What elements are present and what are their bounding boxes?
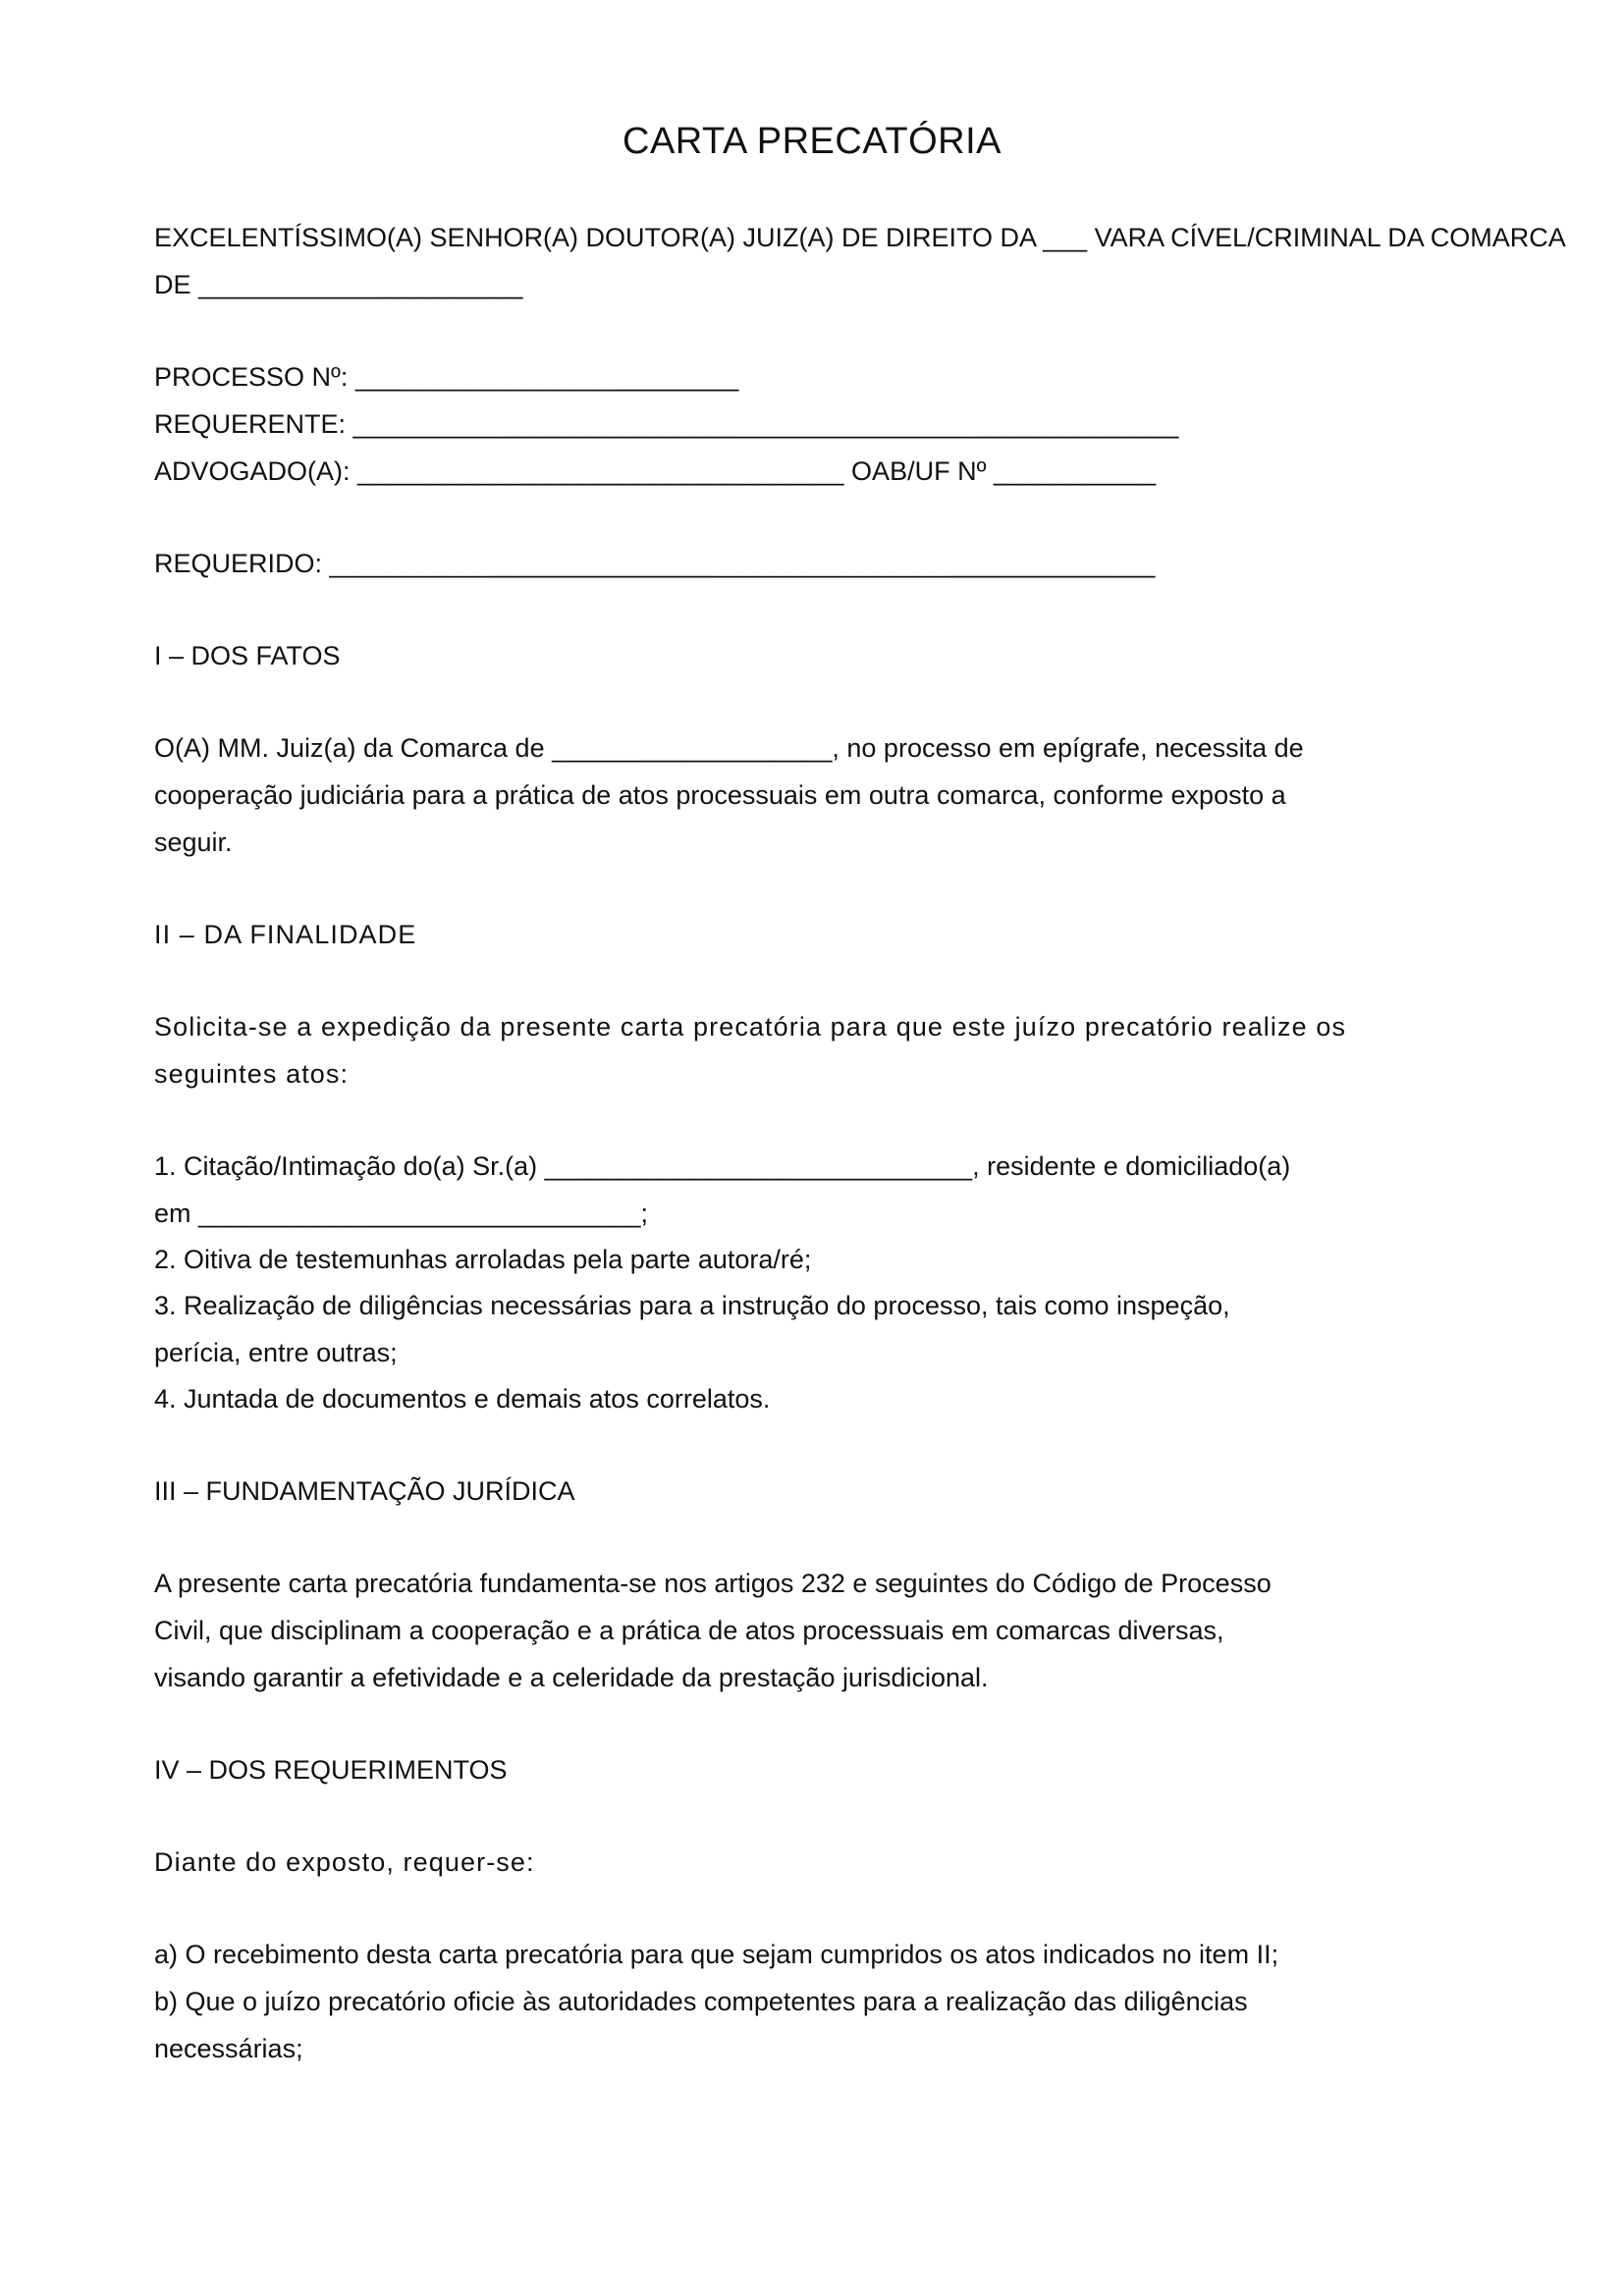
- fatos-paragraph-line: cooperação judiciária para a prática de atos processuais em outra comarca, conforme exposto a: [154, 780, 1286, 810]
- fundamentacao-paragraph-line: A presente carta precatória fundamenta-se nos artigos 232 e seguintes do Código de Processo: [154, 1569, 1272, 1598]
- requerimentos-intro: Diante do exposto, requer-se:: [154, 1847, 535, 1877]
- requerimentos-list-item: necessárias;: [154, 2034, 303, 2063]
- finalidade-list-item: 4. Juntada de documentos e demais atos correlatos.: [154, 1384, 771, 1414]
- document-title: CARTA PRECATÓRIA: [623, 121, 1001, 162]
- fatos-paragraph-line: O(A) MM. Juiz(a) da Comarca de ___________________, no processo em epígrafe, necessita de: [154, 733, 1304, 763]
- finalidade-intro-line: Solicita-se a expedição da presente carta precatória para que este juízo precatório realize os: [154, 1012, 1347, 1041]
- requerimentos-list-item: b) Que o juízo precatório oficie às autoridades competentes para a realização das diligências: [154, 1987, 1248, 2016]
- section-heading-fundamentacao: III – FUNDAMENTAÇÃO JURÍDICA: [154, 1476, 575, 1506]
- fundamentacao-paragraph-line: visando garantir a efetividade e a celeridade da prestação jurisdicional.: [154, 1663, 989, 1692]
- advogado-field: ADVOGADO(A): _________________________________ OAB/UF Nº ___________: [154, 456, 1157, 486]
- finalidade-list-item: 3. Realização de diligências necessárias para a instrução do processo, tais como inspeção,: [154, 1291, 1230, 1320]
- processo-field: PROCESSO Nº: __________________________: [154, 362, 739, 392]
- finalidade-intro-line: seguintes atos:: [154, 1059, 350, 1089]
- fundamentacao-paragraph-line: Civil, que disciplinam a cooperação e a prática de atos processuais em comarcas diversas,: [154, 1616, 1224, 1645]
- section-heading-fatos: I – DOS FATOS: [154, 641, 341, 670]
- section-heading-finalidade: II – DA FINALIDADE: [154, 920, 417, 949]
- section-heading-requerimentos: IV – DOS REQUERIMENTOS: [154, 1755, 508, 1785]
- finalidade-list-item: 1. Citação/Intimação do(a) Sr.(a) _____________________________, residente e domiciliado(a): [154, 1151, 1291, 1181]
- fatos-paragraph-line: seguir.: [154, 828, 233, 857]
- address-line-2: DE ______________________: [154, 270, 523, 299]
- address-line-1: EXCELENTÍSSIMO(A) SENHOR(A) DOUTOR(A) JUIZ(A) DE DIREITO DA ___ VARA CÍVEL/CRIMINAL DA COMARCA: [154, 223, 1566, 252]
- requerente-field: REQUERENTE: ________________________________________________________: [154, 409, 1179, 439]
- finalidade-list-item: 2. Oitiva de testemunhas arroladas pela parte autora/ré;: [154, 1245, 812, 1274]
- finalidade-list-item: perícia, entre outras;: [154, 1338, 398, 1367]
- finalidade-list-item: em ______________________________;: [154, 1199, 648, 1228]
- requerimentos-list-item: a) O recebimento desta carta precatória para que sejam cumpridos os atos indicados no item II;: [154, 1940, 1279, 1969]
- requerido-field: REQUERIDO: ________________________________________________________: [154, 549, 1156, 578]
